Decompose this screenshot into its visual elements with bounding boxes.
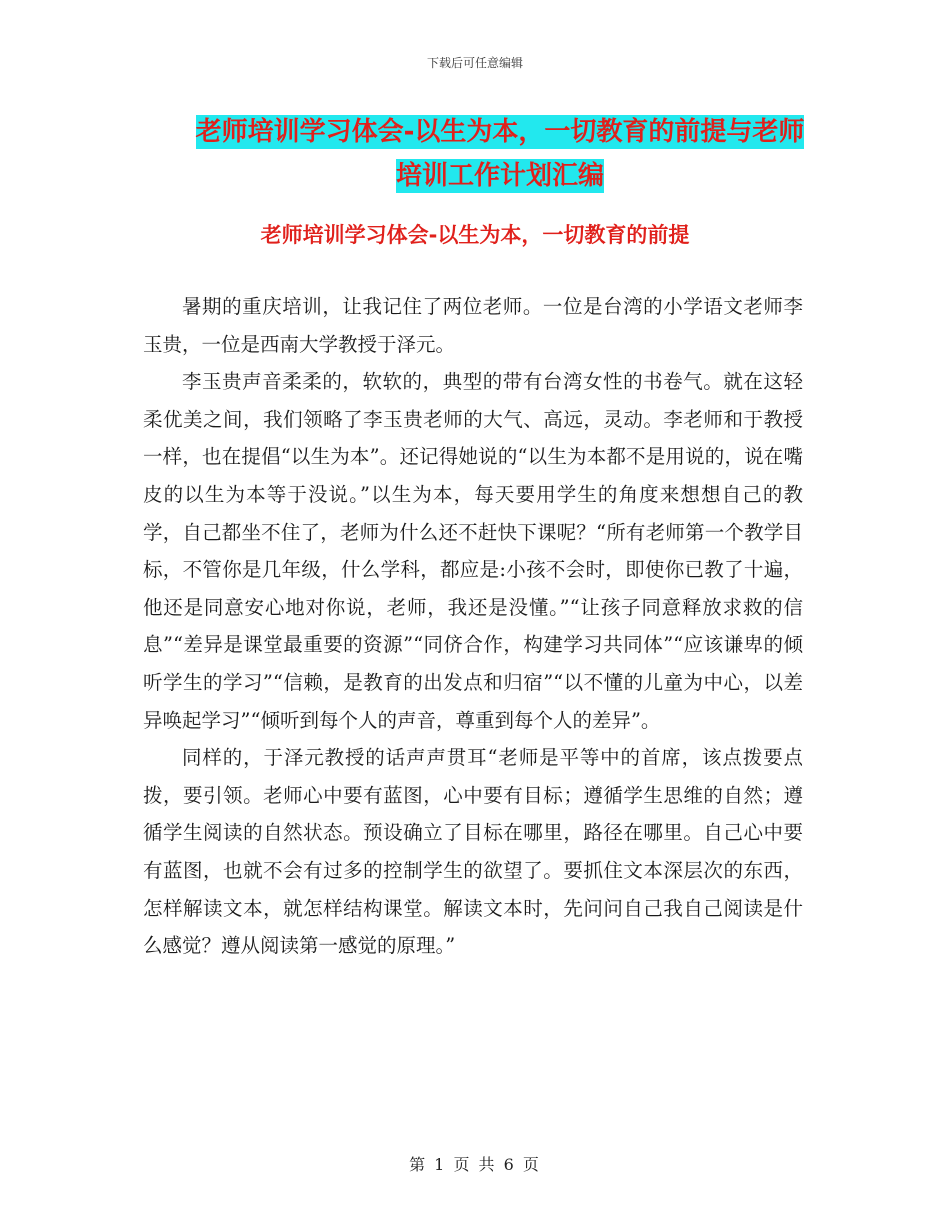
title-line-2: 培训工作计划汇编 (395, 161, 604, 191)
paragraph: 李玉贵声音柔柔的，软软的，典型的带有台湾女性的书卷气。就在这轻柔优美之间，我们领略了李玉贵老师的大气、高远，灵动。李老师和于教授一样，也在提倡“以生为本”。还记得她说的“以生为本都不是用说的，说在嘴皮的以生为本等于没说。”以生为本，每天要用学生的角度来想想自己的教学，自己都坐不住了，老师为什么还不赶快下课呢？“所有老师第一个教学目标，不管你是几年级，什么学科，都应是:小孩不会时，即使你已教了十遍，他还是同意安心地对你说，老师，我还是没懂。”“让孩子同意释放求救的信息”“差异是课堂最重要的资源”“同侪合作，构建学习共同体”“应该谦卑的倾听学生的学习”“信赖，是教育的出发点和归宿”“以不懂的儿童为中心，以差异唤起学习”“倾听到每个人的声音，尊重到每个人的差异”。 (143, 370, 803, 732)
title-line-1: 老师培训学习体会-以生为本，一切教育的前提与老师 (195, 117, 805, 147)
section-title: 老师培训学习体会-以生为本，一切教育的前提 (260, 223, 690, 247)
page-number-footer: 第 1 页 共 6 页 (409, 1155, 541, 1174)
document-title (150, 110, 850, 198)
header-note: 下载后可任意编辑 (426, 56, 523, 70)
paragraph: 暑期的重庆培训，让我记住了两位老师。一位是台湾的小学语文老师李玉贵，一位是西南大学教授于泽元。 (143, 295, 803, 356)
body-text (143, 288, 803, 965)
paragraph: 同样的，于泽元教授的话声声贯耳“老师是平等中的首席，该点拨要点拨，要引领。老师心中要有蓝图，心中要有目标；遵循学生思维的自然；遵循学生阅读的自然状态。预设确立了目标在哪里，路径在哪里。自己心中要有蓝图，也就不会有过多的控制学生的欲望了。要抓住文本深层次的东西，怎样解读文本，就怎样结构课堂。解读文本时，先问问自己我自己阅读是什么感觉？遵从阅读第一感觉的原理。” (143, 746, 803, 958)
